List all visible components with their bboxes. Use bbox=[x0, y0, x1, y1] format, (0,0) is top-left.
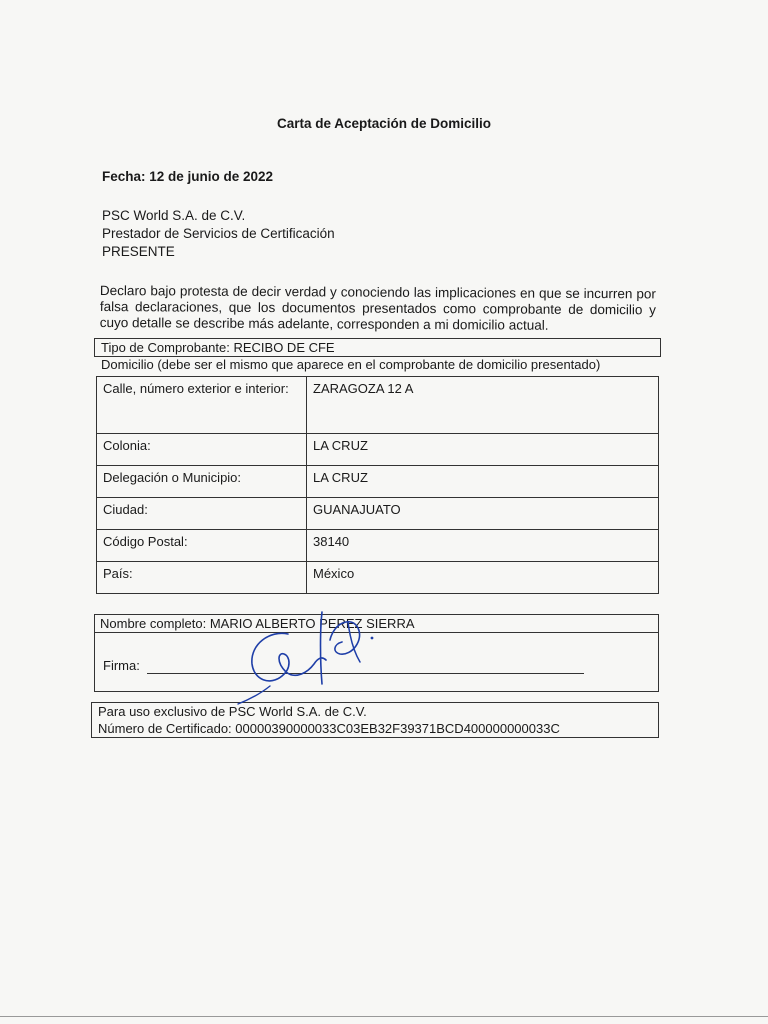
address-field-value: ZARAGOZA 12 A bbox=[307, 377, 659, 434]
address-field-label: Colonia: bbox=[97, 434, 307, 466]
address-field-label: Delegación o Municipio: bbox=[97, 466, 307, 498]
proof-type-box: Tipo de Comprobante: RECIBO DE CFE bbox=[94, 338, 661, 357]
address-field-value: GUANAJUATO bbox=[307, 498, 659, 530]
declaration-paragraph: Declaro bajo protesta de decir verdad y conociendo las implicaciones en que se incurren por falsa declaraciones, que los documentos presentados como comprobante de domicilio y cuyo detalle se describe más adelante, corresponden a mi domicilio actual. bbox=[99, 283, 656, 333]
date-line: Fecha: 12 de junio de 2022 bbox=[102, 169, 274, 184]
address-field-label: Código Postal: bbox=[97, 530, 307, 562]
address-field-label: Ciudad: bbox=[97, 498, 307, 530]
recipient-role: Prestador de Servicios de Certificación bbox=[102, 226, 335, 241]
handwritten-signature bbox=[230, 600, 400, 710]
address-field-value: México bbox=[307, 562, 659, 594]
recipient-company: PSC World S.A. de C.V. bbox=[102, 208, 246, 223]
table-row bbox=[97, 377, 659, 434]
table-row bbox=[97, 498, 659, 530]
signature-label: Firma: bbox=[103, 658, 140, 673]
address-field-label: Calle, número exterior e interior: bbox=[97, 377, 307, 434]
address-field-value: LA CRUZ bbox=[307, 434, 659, 466]
recipient-block bbox=[102, 207, 335, 261]
table-row bbox=[97, 530, 659, 562]
domicile-label: Domicilio (debe ser el mismo que aparece en el comprobante de domicilio presentado) bbox=[101, 357, 601, 372]
address-field-value: LA CRUZ bbox=[307, 466, 659, 498]
document-title: Carta de Aceptación de Domicilio bbox=[276, 116, 492, 131]
address-table bbox=[96, 376, 659, 594]
page-bottom-edge bbox=[0, 1016, 768, 1017]
table-row bbox=[97, 466, 659, 498]
full-name-box: Nombre completo: MARIO ALBERTO PEREZ SIERRA bbox=[94, 614, 659, 633]
table-row bbox=[97, 434, 659, 466]
table-row bbox=[97, 562, 659, 594]
certificate-number: Número de Certificado: 00000390000033C03EB32F39371BCD400000000033C bbox=[98, 721, 560, 736]
address-field-label: País: bbox=[97, 562, 307, 594]
exclusive-use-text: Para uso exclusivo de PSC World S.A. de C.V. bbox=[98, 704, 367, 719]
address-field-value: 38140 bbox=[307, 530, 659, 562]
recipient-presente: PRESENTE bbox=[102, 244, 175, 259]
